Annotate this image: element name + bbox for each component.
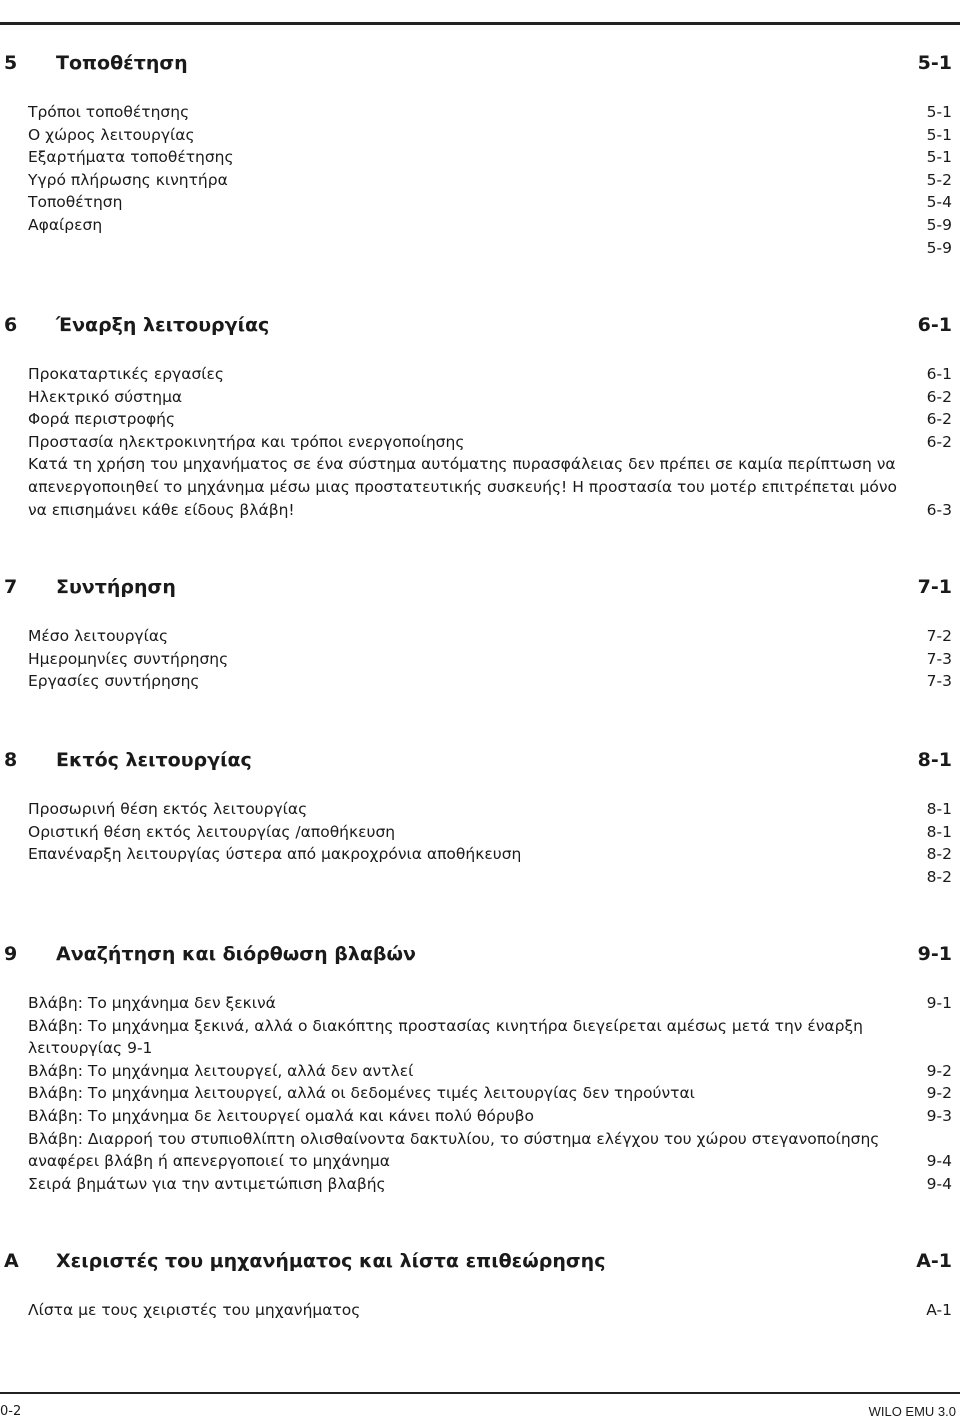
toc-entry-page: 9-1 — [926, 994, 952, 1012]
toc-entry-title: Λίστα με τους χειριστές του μηχανήματος — [28, 1301, 361, 1319]
section-page-number: A-1 — [916, 1250, 952, 1272]
section-title: Έναρξη λειτουργίας — [56, 314, 270, 336]
toc-entry-title: Βλάβη: Το μηχάνημα ξεκινά, αλλά ο διακόπτης προστασίας κινητήρα διεγείρεται αμέσως μετά την έναρξη λειτουργίας 9-1 — [28, 1016, 863, 1058]
toc-entry[interactable] — [28, 992, 952, 1015]
toc-entry[interactable] — [28, 191, 952, 214]
toc-entry-page: 5-1 — [926, 103, 952, 121]
toc-entry-page: 6-2 — [926, 410, 952, 429]
section-heading[interactable] — [0, 1246, 960, 1276]
toc-entry-title: Εργασίες συντήρησης — [28, 672, 200, 691]
section-page-number: 5-1 — [917, 52, 952, 74]
toc-entry-title: Οριστική θέση εκτός λειτουργίας /αποθήκευση — [28, 822, 396, 841]
toc-entry-page: 8-1 — [926, 800, 952, 818]
toc-entry[interactable] — [28, 1128, 952, 1173]
toc-entry-title: Ο χώρος λειτουργίας — [28, 125, 195, 144]
toc-entry[interactable] — [28, 169, 952, 192]
toc-entry-title: Τοποθέτηση — [28, 193, 123, 212]
toc-entry-title: Βλάβη: Το μηχάνημα δεν ξεκινά — [28, 994, 276, 1012]
toc-entry[interactable] — [28, 625, 952, 648]
toc-entry[interactable] — [28, 1015, 952, 1060]
toc-entry-page: A-1 — [926, 1301, 952, 1319]
toc-entry-title: Επανέναρξη λειτουργίας ύστερα από μακροχρόνια αποθήκευση — [28, 845, 522, 864]
section-number: 9 — [4, 943, 18, 965]
toc-entry-page: 7-2 — [926, 627, 952, 645]
top-rule — [0, 22, 960, 25]
bottom-rule — [0, 1392, 960, 1394]
toc-entry-title: Βλάβη: Το μηχάνημα δε λειτουργεί ομαλά και κάνει πολύ θόρυβο — [28, 1106, 535, 1125]
toc-entry-page: 9-4 — [926, 1174, 952, 1193]
toc-entry-title: Εξαρτήματα τοποθέτησης — [28, 148, 234, 167]
toc-entry-page: 9-4 — [926, 1152, 952, 1171]
toc-entry[interactable] — [28, 670, 952, 693]
toc-entry[interactable] — [28, 648, 952, 671]
toc-entry-title: Προστασία ηλεκτροκινητήρα και τρόποι ενεργοποίησης — [28, 432, 465, 451]
footer-product-name: WILO EMU 3.0 — [868, 1404, 956, 1419]
toc-entry-page: 6-2 — [926, 432, 952, 451]
toc-entry[interactable] — [28, 866, 952, 889]
section-entry-list — [28, 992, 952, 1195]
toc-entry-page: 6-1 — [926, 365, 952, 383]
toc-entry[interactable] — [28, 1060, 952, 1083]
section-heading[interactable] — [0, 745, 960, 775]
section-entry-list — [28, 363, 952, 521]
toc-entry[interactable] — [28, 237, 952, 260]
toc-entry[interactable] — [28, 843, 952, 866]
section-entry-list — [28, 798, 952, 888]
toc-entry-title: Τρόποι τοποθέτησης — [28, 103, 190, 121]
toc-entry[interactable] — [28, 1082, 952, 1105]
section-entry-list — [28, 1299, 952, 1322]
toc-entry[interactable] — [28, 1299, 952, 1322]
section-number: 7 — [4, 576, 18, 598]
section-heading[interactable] — [0, 310, 960, 340]
toc-entry-page: 8-2 — [926, 845, 952, 864]
toc-entry-title: Προκαταρτικές εργασίες — [28, 365, 224, 383]
toc-entry-page: 8-2 — [926, 867, 952, 886]
section-number: A — [4, 1250, 19, 1272]
section-number: 6 — [4, 314, 18, 336]
toc-entry-page: 9-3 — [926, 1106, 952, 1125]
toc-entry[interactable] — [28, 146, 952, 169]
toc-entry[interactable] — [28, 386, 952, 409]
toc-entry-page: 5-1 — [926, 125, 952, 144]
toc-entry-page: 6-2 — [926, 387, 952, 406]
section-page-number: 8-1 — [917, 749, 952, 771]
toc-entry-page: 5-1 — [926, 148, 952, 167]
section-page-number: 6-1 — [917, 314, 952, 336]
section-page-number: 7-1 — [917, 576, 952, 598]
section-entry-list — [28, 625, 952, 693]
toc-entry-title: Αφαίρεση — [28, 215, 103, 234]
footer-page-number: 0-2 — [0, 1404, 22, 1419]
toc-entry[interactable] — [28, 214, 952, 237]
toc-entry[interactable] — [28, 821, 952, 844]
toc-entry-page: 5-9 — [926, 238, 952, 257]
toc-entry-page: 5-2 — [926, 170, 952, 189]
toc-entry-title: Βλάβη: Το μηχάνημα λειτουργεί, αλλά δεν αντλεί — [28, 1061, 414, 1080]
section-title: Συντήρηση — [56, 576, 176, 598]
toc-entry-page: 5-4 — [926, 193, 952, 212]
toc-entry[interactable] — [28, 408, 952, 431]
toc-entry-page: 9-2 — [926, 1061, 952, 1080]
toc-entry[interactable] — [28, 1173, 952, 1196]
section-page-number: 9-1 — [917, 943, 952, 965]
toc-entry[interactable] — [28, 798, 952, 821]
toc-entry[interactable] — [28, 363, 952, 386]
toc-entry-title: Υγρό πλήρωσης κινητήρα — [28, 170, 228, 189]
toc-entry-title: Κατά τη χρήση του μηχανήματος σε ένα σύστημα αυτόματης πυρασφάλειας δεν πρέπει σε καμία περίπτωση να απενεργοποιηθεί το μηχάνημα μέσω μιας προστατευτικής συσκευής! Η προστασία του μοτέρ επιτρέπεται μόνο να επισημάνει κάθε είδους βλάβη! — [28, 455, 897, 519]
toc-entry[interactable] — [28, 101, 952, 124]
toc-entry-title: Προσωρινή θέση εκτός λειτουργίας — [28, 800, 308, 818]
toc-entry[interactable] — [28, 124, 952, 147]
toc-entry-page: 7-3 — [926, 649, 952, 668]
section-heading[interactable] — [0, 939, 960, 969]
toc-entry-title: Μέσο λειτουργίας — [28, 627, 169, 645]
toc-entry-title: Βλάβη: Το μηχάνημα λειτουργεί, αλλά οι δεδομένες τιμές λειτουργίας δεν τηρούνται — [28, 1084, 695, 1103]
toc-entry-title: Φορά περιστροφής — [28, 410, 176, 429]
toc-entry-title: Ημερομηνίες συντήρησης — [28, 649, 229, 668]
section-title: Τοποθέτηση — [56, 52, 188, 74]
toc-entry-page: 7-3 — [926, 672, 952, 691]
section-title: Εκτός λειτουργίας — [56, 749, 252, 771]
section-heading[interactable] — [0, 48, 960, 78]
section-number: 8 — [4, 749, 18, 771]
toc-entry-page: 5-9 — [926, 215, 952, 234]
toc-entry-page: 8-1 — [926, 822, 952, 841]
section-title: Χειριστές του μηχανήματος και λίστα επιθεώρησης — [56, 1250, 606, 1272]
section-title: Αναζήτηση και διόρθωση βλαβών — [56, 943, 416, 965]
toc-entry-page: 9-2 — [926, 1084, 952, 1103]
toc-entry-title: Ηλεκτρικό σύστημα — [28, 387, 183, 406]
toc-entry-title: Βλάβη: Διαρροή του στυπιοθλίπτη ολισθαίνοντα δακτυλίου, το σύστημα ελέγχου του χώρου στεγανοποίησης αναφέρει βλάβη ή απενεργοποιεί το μηχάνημα — [28, 1129, 880, 1171]
toc-entry[interactable] — [28, 1105, 952, 1128]
toc-entry[interactable] — [28, 453, 952, 521]
section-number: 5 — [4, 52, 18, 74]
toc-entry-page: 6-3 — [926, 500, 952, 519]
toc-entry[interactable] — [28, 431, 952, 454]
toc-entry-title: Σειρά βημάτων για την αντιμετώπιση βλαβής — [28, 1174, 386, 1193]
section-heading[interactable] — [0, 572, 960, 602]
section-entry-list — [28, 101, 952, 259]
